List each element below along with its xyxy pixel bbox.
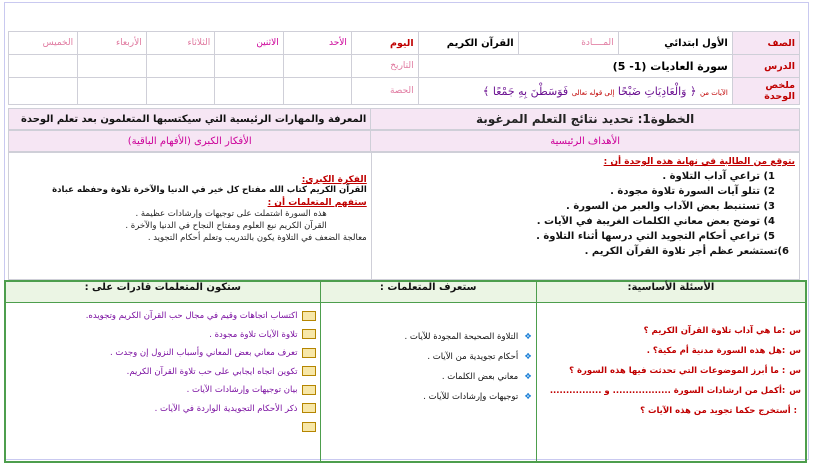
verse-prefix: الآيات من xyxy=(699,88,728,97)
objective-item: 5) تراعي أحكام التجويد التي درسها أثناء التلاوة . xyxy=(536,231,775,242)
period-cell-1 xyxy=(283,78,351,105)
understand-item: معالجة الضعف في التلاوة يكون بالتدريب وتعلم أحكام التجويد . xyxy=(147,233,367,243)
question-item: : أستخرج حكما تجويد من هذه الآيات ؟ xyxy=(640,406,797,416)
book-icon xyxy=(302,329,316,339)
objective-item: 2) تتلو آيات السورة تلاوة مجودة . xyxy=(610,186,775,197)
big-ideas-cell xyxy=(9,153,372,280)
able-item: تلاوة الآيات تلاوة مجودة . xyxy=(10,326,316,345)
summary-label: ملخص الوحدة xyxy=(732,78,799,105)
date-cell-1 xyxy=(283,55,351,78)
questions-list xyxy=(541,307,801,421)
objective-item: 6)تستشعر عظم أجر تلاوة القرآن الكريم . xyxy=(584,246,789,257)
day-thursday: الخميس xyxy=(9,32,78,55)
book-icon xyxy=(302,403,316,413)
able-item: ذكر الأحكام التجويدية الواردة في الآيات . xyxy=(10,400,316,419)
verse-range xyxy=(418,78,732,105)
period-label: الحصة xyxy=(351,78,418,105)
big-ideas-heading: الأفكار الكبرى (الأفهام الباقية) xyxy=(9,131,371,152)
able-cell xyxy=(5,303,320,463)
able-heading: ستكون المتعلمات قادرات على : xyxy=(5,281,320,303)
knowledge-heading: المعرفة والمهارات الرئيسية التي سيكتسبها المتعلمون بعد تعلم الوحدة xyxy=(9,109,371,130)
question-item: س:ما هي آداب تلاوة القرآن الكريم ؟ xyxy=(643,326,801,336)
period-cell-5 xyxy=(9,78,78,105)
book-icon xyxy=(302,311,316,321)
verse-end: فَوَسَطْنَ بِهِ جَمْعًا ﴾ xyxy=(482,84,569,98)
sub-heading-row xyxy=(8,130,800,152)
able-item: تكوين اتجاه ايجابي على حب تلاوة القرآن الكريم. xyxy=(10,363,316,382)
objective-item: 4) توضح بعض معاني الكلمات الغريبة في الآيات . xyxy=(536,216,775,227)
essential-questions-table xyxy=(4,280,807,463)
objectives-cell xyxy=(371,153,799,280)
understand-title: ستفهم المتعلمات أن : xyxy=(267,198,367,208)
date-cell-5 xyxy=(9,55,78,78)
question-item: س:أكمل من ارشادات السورة .................. و ................ xyxy=(549,386,801,396)
period-cell-2 xyxy=(215,78,283,105)
objective-item: 3) تستنبط بعض الآداب والعبر من السورة . xyxy=(566,201,775,212)
verse-mid: إلى قوله تعالى xyxy=(571,88,615,97)
able-item: تعرف معاني بعض المعاني وأسباب النزول إن وجدت . xyxy=(10,344,316,363)
objectives-ideas-row xyxy=(8,152,800,280)
big-idea-title: الفكرة الكبرى: xyxy=(301,175,367,185)
step-title: الخطوة1: تحديد نتائج التعلم المرغوبة xyxy=(371,109,800,130)
day-label: اليوم xyxy=(351,32,418,55)
verse-start: ﴿ وَالْعَادِيَاتِ ضَبْحًا xyxy=(617,84,697,98)
questions-heading: الأسئلة الأساسية: xyxy=(536,281,806,303)
date-label: التاريخ xyxy=(351,55,418,78)
book-icon xyxy=(302,348,316,358)
objective-item: 1) تراعي آداب التلاوة . xyxy=(662,171,775,182)
know-cell xyxy=(320,303,536,463)
lesson-value: سورة العاديات (1- 5) xyxy=(418,55,732,78)
understand-item: هذه السورة اشتملت على توجيهات وإرشادات عظيمة . xyxy=(135,209,327,219)
book-icon xyxy=(302,422,316,432)
able-list xyxy=(10,307,316,437)
period-cell-4 xyxy=(78,78,147,105)
subject-value: القرآن الكريم xyxy=(418,32,518,55)
big-idea-text: القرآن الكريم كتاب الله مفتاح كل خير في الدنيا والآخرة تلاوة وحفظه عبادة xyxy=(52,185,367,195)
date-cell-4 xyxy=(78,55,147,78)
understand-item: القرآن الكريم نبع العلوم ومفتاح النجاح في الدنيا والآخرة . xyxy=(125,221,327,231)
objectives-list xyxy=(376,169,795,259)
day-sunday: الأحد xyxy=(283,32,351,55)
date-cell-2 xyxy=(215,55,283,78)
know-heading: ستعرف المتعلمات : xyxy=(320,281,536,303)
able-item: بيان توجيهات وإرشادات الآيات . xyxy=(10,381,316,400)
objectives-heading: الأهداف الرئيسية xyxy=(371,131,800,152)
objectives-intro: يتوقع من الطالبة في نهاية هذه الوحدة أن : xyxy=(603,157,795,167)
know-item: ❖أحكام تجويدية من الآيات . xyxy=(427,352,532,362)
date-cell-3 xyxy=(146,55,215,78)
question-item: س:هل هذه السورة مدنية أم مكية؟ . xyxy=(646,346,801,356)
know-item: ❖التلاوة الصحيحة المجودة للآيات . xyxy=(404,332,532,342)
book-icon xyxy=(302,366,316,376)
question-item: س: ما أبرز الموضوعات التي تحدثت فيها هذه السورة ؟ xyxy=(569,366,801,376)
know-item: ❖معاني بعض الكلمات . xyxy=(441,372,532,382)
questions-cell xyxy=(536,303,806,463)
able-item xyxy=(10,418,316,437)
grade-label: الصف xyxy=(732,32,799,55)
know-item: ❖توجيهات وإرشادات للآيات . xyxy=(423,392,532,402)
period-cell-3 xyxy=(146,78,215,105)
step-row xyxy=(8,108,800,130)
subject-label: المــــادة xyxy=(518,32,618,55)
lesson-label: الدرس xyxy=(732,55,799,78)
book-icon xyxy=(302,385,316,395)
able-item: اكتساب اتجاهات وقيم في مجال حب القرآن الكريم وتجويده. xyxy=(10,307,316,326)
day-tuesday: الثلاثاء xyxy=(146,32,215,55)
grade-value: الأول ابتدائي xyxy=(618,32,732,55)
day-wednesday: الأربعاء xyxy=(78,32,147,55)
understand-list xyxy=(13,208,367,244)
know-list xyxy=(325,307,532,407)
lesson-header-table xyxy=(8,31,800,105)
day-monday: الاثنين xyxy=(215,32,283,55)
